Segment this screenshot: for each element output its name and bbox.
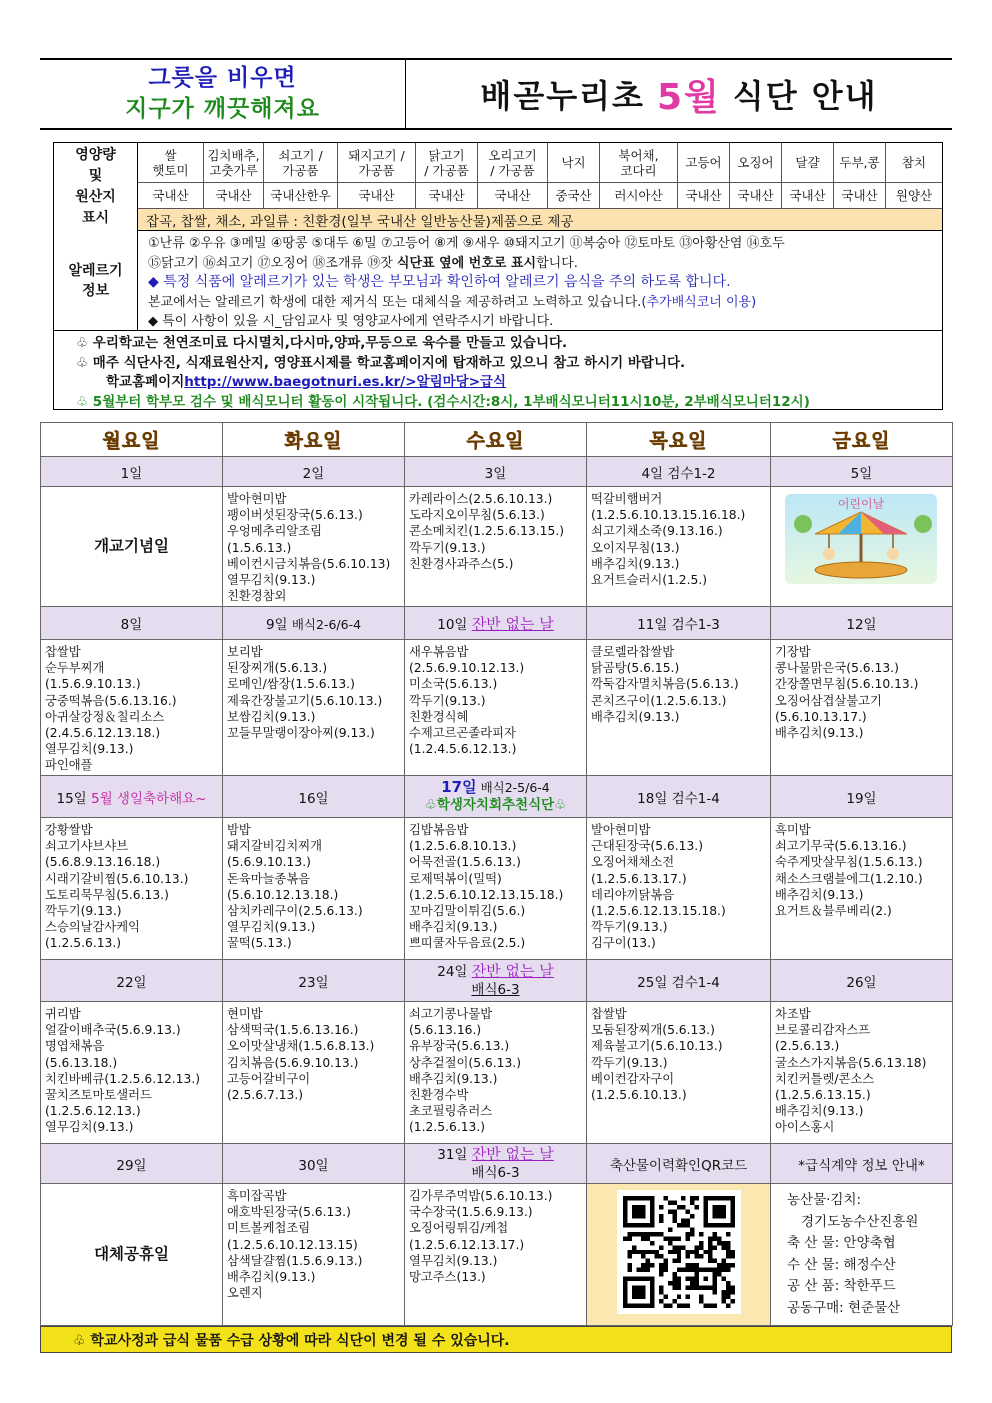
origin-food: 두부,콩 — [834, 143, 886, 183]
birthday-note: 5월 생일축하해요~ — [91, 790, 207, 807]
menu-item: 친환경사과주스(5.) — [409, 556, 514, 571]
day-monday: 월요일 — [41, 423, 223, 457]
menu-item: 베이컨감자구이 — [591, 1071, 675, 1086]
day-tuesday: 화요일 — [223, 423, 405, 457]
menu-item: 공동구매: 현준물산 — [787, 1299, 901, 1316]
menu-item: 배추김치(9.13.) — [775, 1104, 864, 1119]
week3-dates — [41, 776, 953, 818]
menu-item: 깍두기(9.13.) — [409, 693, 486, 708]
menu-item: (1.2.5.6.10.13.15.16.18.) — [591, 508, 746, 523]
week2-menu — [41, 640, 953, 776]
origin-country-row — [138, 183, 942, 209]
menu-item: (1.2.5.6.12.13.15.18.) — [591, 904, 726, 919]
origin-food: 고등어 — [678, 143, 730, 183]
origin-food: 달걀 — [782, 143, 834, 183]
qr-code-graphic — [623, 1196, 735, 1308]
origin-food: 오징어 — [730, 143, 782, 183]
menu-item: 공 산 품: 착한푸드 — [787, 1278, 896, 1294]
menu-cell — [223, 818, 405, 960]
holiday-label: 개교기념일 — [41, 487, 223, 607]
menu-item: 팽이버섯된장국(5.6.13.) — [227, 508, 363, 523]
menu-item: 축 산 물: 안양축협 — [787, 1235, 896, 1251]
menu-item: (1.5.6.9.10.13.) — [45, 677, 141, 692]
menu-item: 쁘띠쿨자두음료(2.5.) — [409, 936, 526, 951]
allergy-list-1: ①난류 ②우유 ③메밀 ④땅콩 ⑤대두 ⑥밀 ⑦고등어 ⑧게 ⑨새우 ⑩돼지고기 ⑪복숭아 ⑫토마토 ⑬아황산염 ⑭호두 — [148, 236, 785, 251]
menu-item: 모둠된장찌개(5.6.13.) — [591, 1023, 715, 1038]
slogan-line1: 그릇을 비우면 — [148, 65, 297, 91]
menu-item: 깍둑감자멸치볶음(5.6.13.) — [591, 677, 739, 692]
origin-food: 쌀 햇토미 — [138, 143, 204, 183]
menu-item: 콘소메치킨(1.2.5.6.13.15.) — [409, 524, 565, 539]
allergy-label — [54, 231, 138, 331]
date-10 — [405, 607, 587, 640]
date-9-note: 배식2-6/6-4 — [291, 617, 362, 632]
week3-menu — [41, 818, 953, 960]
allergy-list-2a: ⑮닭고기 ⑯쇠고기 ⑰오징어 ⑱조개류 ⑲잣 — [148, 255, 397, 271]
allergy-label-line: 정보 — [81, 282, 110, 299]
footer-notice: ♧ 학교사정과 급식 물품 수급 상황에 따라 식단이 변경 될 수 있습니다. — [40, 1326, 952, 1353]
date-1: 1일 — [41, 457, 223, 487]
date-24 — [405, 960, 587, 1002]
menu-item: 쇠고기채소죽(9.13.16.) — [591, 524, 723, 539]
date-10-day: 10일 — [437, 616, 472, 633]
menu-item: 콘치즈구이(1.2.5.6.13.) — [591, 693, 727, 708]
menu-item: (1.2.5.6.10.12.13.15.18.) — [409, 887, 564, 902]
menu-item: 쇠고기샤브샤브 — [45, 839, 129, 854]
menu-item: 애호박된장국(5.6.13.) — [227, 1205, 351, 1220]
origin-food: 참치 — [886, 143, 942, 183]
menu-item: 굴소스가지볶음(5.6.13.18) — [775, 1055, 927, 1070]
menu-cell — [771, 1002, 953, 1144]
date-16: 16일 — [223, 776, 405, 818]
allergy-notice-1: ◆ 특정 식품에 알레르기가 있는 학생은 부모님과 확인하여 알레르기 음식을 주의 하도록 합니다. — [148, 274, 731, 290]
qr-cell — [587, 1184, 771, 1326]
menu-item: 차조밥 — [775, 1007, 811, 1021]
date-26: 26일 — [771, 960, 953, 1002]
origin-country: 국내산 — [416, 183, 478, 209]
menu-item: 열무김치(9.13.) — [227, 920, 316, 935]
menu-item: 깍두기(9.13.) — [591, 1055, 668, 1070]
info-box — [53, 142, 943, 410]
menu-item: 열무김치(9.13.) — [227, 573, 316, 588]
menu-item: 데리야끼닭볶음 — [591, 887, 675, 902]
origin-country: 국내산 — [204, 183, 264, 209]
menu-item: 치킨커틀렛/콘소스 — [775, 1071, 875, 1086]
menu-item: (2.5.6.9.10.12.13.) — [409, 661, 525, 676]
menu-item: 명엽채볶음 — [45, 1039, 105, 1054]
date-15-day: 15일 — [56, 790, 92, 807]
menu-item: 로메인/쌈장(1.5.6.13.) — [227, 677, 355, 692]
menu-item: 국수장국(1.5.6.9.13.) — [409, 1205, 533, 1220]
date-4: 4일 검수1-2 — [587, 457, 771, 487]
homepage-link[interactable]: http://www.baegotnuri.es.kr/>알림마당>급식 — [184, 374, 507, 390]
week4-dates — [41, 960, 953, 1002]
menu-item: 오이맛살냉채(1.5.6.8.13.) — [227, 1039, 375, 1054]
menu-item: 김밥볶음밥 — [409, 823, 469, 837]
origin-country: 국내산한우 — [264, 183, 338, 209]
menu-item: 삼색달걀찜(1.5.6.9.13.) — [227, 1253, 363, 1268]
menu-item: 브로콜리감자스프 — [775, 1023, 871, 1038]
menu-item: 제육간장불고기(5.6.10.13.) — [227, 693, 383, 708]
note-line-4: ♧ 5월부터 학부모 검수 및 배식모니터 활동이 시작됩니다. (검수시간:8시, 1부배식모니터11시10분, 2부배식모니터12시) — [76, 393, 810, 410]
note-line-1: ♧ 우리학교는 천연조미료 다시멸치,다시마,양파,무등으로 육수를 만들고 있습니다. — [76, 335, 568, 351]
menu-cell — [405, 1184, 587, 1326]
allergy-list-2c: 합니다. — [536, 255, 578, 271]
menu-cell — [223, 640, 405, 776]
menu-item: 도라지오이무침(5.6.13.) — [409, 508, 545, 523]
menu-cell — [405, 640, 587, 776]
menu-item: 어묵전골(1.5.6.13.) — [409, 855, 521, 870]
date-31-note: 배식6-3 — [471, 1165, 520, 1181]
menu-item: 귀리밥 — [45, 1007, 81, 1021]
carousel-drawing — [785, 494, 937, 584]
menu-item: 흑미밥 — [775, 823, 811, 837]
title-suffix: 식단 안내 — [732, 77, 878, 115]
origin-country: 국내산 — [478, 183, 548, 209]
week1-dates — [41, 457, 953, 487]
menu-item: 오징어채채소전 — [591, 855, 675, 870]
slogan-line2: 지구가 깨끗해져요 — [125, 96, 320, 122]
menu-item: (2.5.6.7.13.) — [227, 1088, 304, 1103]
menu-cell — [41, 640, 223, 776]
menu-item: 깍두기(9.13.) — [45, 904, 122, 919]
menu-item: 강황쌀밥 — [45, 823, 93, 837]
menu-item: (5.6.10.13.17.) — [775, 709, 867, 724]
day-wednesday: 수요일 — [405, 423, 587, 457]
menu-item: 간장쫄면무침(5.6.10.13.) — [775, 677, 919, 692]
menu-item: 도토리묵무침(5.6.13.) — [45, 887, 169, 902]
date-2: 2일 — [223, 457, 405, 487]
no-leftover-day: 잔반 없는 날 — [471, 614, 554, 633]
menu-item: 쇠고기무국(5.6.13.16.) — [775, 839, 907, 854]
origin-country: 국내산 — [338, 183, 416, 209]
menu-item: 꿀떡(5.13.) — [227, 936, 292, 951]
menu-item: 농산물·김치: — [787, 1192, 862, 1208]
page-title — [406, 60, 952, 128]
origin-country: 중국산 — [548, 183, 600, 209]
menu-item: (5.6.10.12.13.18.) — [227, 887, 339, 902]
allergy-notice-2 — [148, 293, 942, 313]
menu-cell — [587, 818, 771, 960]
menu-item: 김치볶음(5.6.9.10.13.) — [227, 1055, 359, 1070]
origin-food: 오리고기 / 가공품 — [478, 143, 548, 183]
date-15 — [41, 776, 223, 818]
origin-food-row — [138, 143, 942, 183]
menu-item: (5.6.8.9.13.16.18.) — [45, 855, 161, 870]
notes — [54, 332, 942, 412]
menu-item: (1.2.5.6.10.12.13.15) — [227, 1237, 358, 1252]
menu-item: 초코필링츄러스 — [409, 1104, 493, 1119]
allergy-notice-2a: 본교에서는 알레르기 학생에 대한 제거식 또는 대체식을 제공하려고 노력하고 있습니다. — [148, 294, 642, 310]
menu-cell — [587, 487, 771, 607]
menu-item: 오이지무침(13.) — [591, 540, 680, 555]
menu-item: 삼치카레구이(2.5.6.13.) — [227, 904, 363, 919]
date-24-note: 배식6-3 — [471, 982, 520, 998]
date-23: 23일 — [223, 960, 405, 1002]
menu-item: 기장밥 — [775, 645, 811, 659]
menu-item: 꼬마김말이튀김(5.6.) — [409, 904, 526, 919]
weekday-row — [41, 423, 953, 457]
origin-label — [54, 143, 138, 231]
menu-item: 얼갈이배추국(5.6.9.13.) — [45, 1023, 181, 1038]
homepage-label: 학교홈페이지 — [106, 374, 185, 390]
menu-item: 궁중떡볶음(5.6.13.16.) — [45, 693, 177, 708]
menu-item: 발아현미밥 — [591, 823, 651, 837]
title-school: 배곧누리초 — [480, 77, 645, 115]
note-line-2: ♧ 매주 식단사진, 식재료원산지, 영양표시제를 학교홈페이지에 탑재하고 있으니 참고 하시기 바랍니다. — [76, 354, 686, 371]
origin-food: 쇠고기 / 가공품 — [264, 143, 338, 183]
menu-item: 친환경수박 — [409, 1088, 469, 1103]
menu-item: (5.6.9.10.13.) — [227, 855, 311, 870]
menu-item: 망고주스(13.) — [409, 1270, 486, 1285]
day-thursday: 목요일 — [587, 423, 771, 457]
menu-item: 열무김치(9.13.) — [45, 742, 134, 757]
menu-item: (1.2.5.6.10.13.) — [591, 1088, 687, 1103]
menu-item: 김구이(13.) — [591, 936, 656, 951]
menu-item: 열무김치(9.13.) — [45, 1120, 134, 1135]
menu-item: 밤밥 — [227, 823, 251, 837]
menu-item: 배추김치(9.13.) — [227, 1270, 316, 1285]
menu-item: 아귀살강정＆칠리소스 — [45, 709, 165, 724]
menu-item: (1.2.5.6.13.15.) — [775, 1088, 871, 1103]
menu-item: 시래기갈비찜(5.6.10.13.) — [45, 871, 189, 886]
date-29: 29일 — [41, 1144, 223, 1184]
menu-cell — [771, 640, 953, 776]
eco-note: 잡곡, 찹쌀, 채소, 과일류 : 친환경(일부 국내산 일반농산물)제품으로 제공 — [138, 209, 942, 231]
origin-country: 러시아산 — [600, 183, 678, 209]
menu-item: 근대된장국(5.6.13.) — [591, 839, 704, 854]
menu-item: (2.5.6.13.) — [775, 1039, 840, 1054]
menu-item: (1.2.4.5.6.12.13.) — [409, 742, 517, 757]
menu-item: 오징어링튀김/케첩 — [409, 1221, 509, 1236]
holiday-label: 대체공휴일 — [41, 1184, 223, 1326]
menu-item: 숙주게맛살무침(1.5.6.13.) — [775, 855, 923, 870]
menu-item: 보리밥 — [227, 645, 263, 659]
qr-header: 축산물이력확인QR코드 — [587, 1144, 771, 1184]
menu-item: 된장찌개(5.6.13.) — [227, 661, 328, 676]
menu-item: (5.6.13.18.) — [45, 1055, 118, 1070]
date-9-day: 9일 — [265, 617, 292, 633]
menu-item: 유부장국(5.6.13.) — [409, 1039, 510, 1054]
note-line-3 — [76, 373, 942, 393]
menu-item: 친환경참외 — [227, 589, 287, 604]
allergy-list-2b: 식단표 옆에 번호로 표시 — [396, 255, 537, 271]
page-header — [40, 58, 952, 130]
childrens-day-picture — [771, 487, 953, 607]
menu-item: 순두부찌개 — [45, 661, 105, 676]
menu-item: (1.2.5.6.12.13.) — [45, 1104, 141, 1119]
menu-item: 파인애플 — [45, 758, 93, 773]
menu-cell — [405, 1002, 587, 1144]
menu-item: 미트볼케첩조림 — [227, 1221, 311, 1236]
date-19: 19일 — [771, 776, 953, 818]
date-24-day: 24일 — [437, 964, 472, 980]
menu-item: 꿀치즈토마토샐러드 — [45, 1088, 152, 1103]
menu-cell — [41, 818, 223, 960]
origin-food: 낙지 — [548, 143, 600, 183]
day-friday: 금요일 — [771, 423, 953, 457]
origin-country: 국내산 — [782, 183, 834, 209]
contract-info — [771, 1184, 953, 1326]
qr-code-icon[interactable] — [617, 1190, 741, 1314]
menu-item: 삼색떡국(1.5.6.13.16.) — [227, 1023, 359, 1038]
menu-item: 미소국(5.6.13.) — [409, 677, 498, 692]
allergy-notice-2b: (추가배식코너 이용) — [641, 294, 757, 310]
menu-item: 고등어갈비구이 — [227, 1071, 311, 1086]
menu-item: 찹쌀밥 — [591, 1007, 627, 1021]
menu-cell — [405, 818, 587, 960]
date-11: 11일 검수1-3 — [587, 607, 771, 640]
origin-country: 국내산 — [834, 183, 886, 209]
menu-item: 우엉메추리알조림 — [227, 524, 323, 539]
menu-item: 배추김치(9.13.) — [591, 556, 680, 571]
student-council-note: ♧학생자치회추천식단♧ — [424, 797, 567, 813]
menu-item: 깍두기(9.13.) — [591, 920, 668, 935]
origin-country: 국내산 — [730, 183, 782, 209]
origin-food: 북어채, 코다리 — [600, 143, 678, 183]
menu-item: 꼬들무말랭이장아찌(9.13.) — [227, 726, 375, 741]
menu-item: 카레라이스(2.5.6.10.13.) — [409, 492, 553, 506]
allergy-label-line: 알레르기 — [68, 262, 123, 279]
date-12: 12일 — [771, 607, 953, 640]
menu-cell — [223, 1184, 405, 1326]
menu-item: 스승의날감사케익 — [45, 920, 141, 935]
origin-country: 국내산 — [138, 183, 204, 209]
menu-cell — [223, 487, 405, 607]
menu-item: 돼지갈비김치찌개 — [227, 839, 323, 854]
menu-item: 치킨바베큐(1.2.5.6.12.13.) — [45, 1071, 201, 1086]
menu-item: 현미밥 — [227, 1007, 263, 1021]
menu-item: 발아현미밥 — [227, 492, 287, 506]
menu-item: 채소스크램블에그(1.2.10.) — [775, 871, 923, 886]
menu-item: 배추김치(9.13.) — [409, 920, 498, 935]
menu-item: 돈육마늘종볶음 — [227, 871, 311, 886]
menu-item: (1.2.5.6.13.17.) — [591, 871, 687, 886]
menu-cell — [41, 1002, 223, 1144]
menu-item: (1.2.5.6.13.) — [409, 1120, 486, 1135]
menu-item: 상추겉절이(5.6.13.) — [409, 1055, 522, 1070]
menu-item: 요거트슬러시(1.2.5.) — [591, 573, 708, 588]
menu-item: 수제고르곤졸라피자 — [409, 726, 516, 741]
origin-label-line: 표시 — [81, 210, 110, 226]
menu-cell — [587, 1002, 771, 1144]
menu-item: 배추김치(9.13.) — [775, 726, 864, 741]
menu-item: 배추김치(9.13.) — [775, 887, 864, 902]
date-9 — [223, 607, 405, 640]
menu-cell — [771, 818, 953, 960]
origin-country: 원양산 — [886, 183, 942, 209]
date-18: 18일 검수1-4 — [587, 776, 771, 818]
week1-menu — [41, 487, 953, 607]
menu-item: 찹쌀밥 — [45, 645, 81, 659]
menu-item: 열무김치(9.13.) — [409, 1253, 498, 1268]
date-8: 8일 — [41, 607, 223, 640]
menu-item: 배추김치(9.13.) — [409, 1071, 498, 1086]
origin-label-line: 원산지 — [75, 189, 116, 205]
menu-item: (1.2.5.6.8.10.13.) — [409, 839, 517, 854]
date-5: 5일 — [771, 457, 953, 487]
week5-menu — [41, 1184, 953, 1326]
menu-item: 클로렐라찹쌀밥 — [591, 645, 675, 659]
menu-item: 제육불고기(5.6.10.13.) — [591, 1039, 723, 1054]
menu-item: (1.2.5.6.12.13.17.) — [409, 1237, 525, 1252]
menu-item: 아이스홍시 — [775, 1120, 835, 1135]
date-22: 22일 — [41, 960, 223, 1002]
date-31 — [405, 1144, 587, 1184]
date-17-day: 17일 — [441, 778, 477, 796]
menu-item: 콩나물맑은국(5.6.13.) — [775, 661, 899, 676]
allergy-notice-3: ◆ 특이 사항이 있을 시_담임교사 및 영양교사에게 연락주시기 바랍니다. — [148, 314, 554, 329]
week4-menu — [41, 1002, 953, 1144]
meal-calendar — [40, 422, 953, 1326]
menu-item: 경기도농수산진흥원 — [801, 1213, 919, 1230]
menu-item: (1.5.6.13.) — [227, 540, 292, 555]
origin-food: 닭고기 / 가공품 — [416, 143, 478, 183]
date-17 — [405, 776, 587, 818]
menu-item: (1.2.5.6.13.) — [45, 936, 122, 951]
menu-item: 오렌지 — [227, 1286, 263, 1301]
menu-item: 떡갈비햄버거 — [591, 492, 663, 506]
menu-item: 흑미잡곡밥 — [227, 1189, 287, 1203]
menu-item: 새우볶음밥 — [409, 645, 469, 659]
date-30: 30일 — [223, 1144, 405, 1184]
menu-item: 오징어삼겹살불고기 — [775, 693, 882, 708]
menu-item: 베이컨시금치볶음(5.6.10.13) — [227, 556, 391, 571]
date-17-note: 배식2-5/6-4 — [476, 780, 550, 795]
menu-cell — [587, 640, 771, 776]
menu-item: 요거트＆블루베리(2.) — [775, 904, 892, 919]
menu-item: 수 산 물: 해정수산 — [787, 1256, 896, 1273]
menu-item: (5.6.13.16.) — [409, 1023, 482, 1038]
origin-food: 김치배추, 고춧가루 — [204, 143, 264, 183]
menu-item: 깍두기(9.13.) — [409, 540, 486, 555]
origin-label-line: 및 — [88, 168, 103, 184]
menu-item: 보쌈김치(9.13.) — [227, 709, 316, 724]
menu-cell — [223, 1002, 405, 1144]
menu-item: 친환경식혜 — [409, 709, 469, 724]
allergy-list-2 — [148, 254, 942, 274]
menu-item: (2.4.5.6.12.13.18.) — [45, 726, 161, 741]
menu-item: 쇠고기콩나물밥 — [409, 1007, 493, 1021]
allergy-info — [138, 231, 942, 331]
date-3: 3일 — [405, 457, 587, 487]
menu-item: 배추김치(9.13.) — [591, 709, 680, 724]
carousel-illustration — [785, 494, 937, 584]
menu-item: 닭곰탕(5.6.15.) — [591, 661, 680, 676]
title-month: 5월 — [656, 76, 721, 118]
contract-header: *급식계약 정보 안내* — [771, 1144, 953, 1184]
picture-caption: 어린이날 — [837, 497, 885, 511]
date-25: 25일 검수1-4 — [587, 960, 771, 1002]
menu-cell — [405, 487, 587, 607]
origin-food: 돼지고기 / 가공품 — [338, 143, 416, 183]
week2-dates — [41, 607, 953, 640]
origin-country: 국내산 — [678, 183, 730, 209]
slogan-box — [40, 60, 406, 128]
date-31-day: 31일 — [437, 1147, 472, 1163]
origin-label-line: 영양량 — [75, 147, 116, 163]
no-leftover-day: 잔반 없는 날 — [471, 962, 554, 980]
menu-item: 로제떡볶이(밀떡) — [409, 871, 502, 886]
no-leftover-day: 잔반 없는 날 — [471, 1145, 554, 1163]
week5-dates — [41, 1144, 953, 1184]
menu-item: 김가루주먹밥(5.6.10.13.) — [409, 1189, 553, 1203]
